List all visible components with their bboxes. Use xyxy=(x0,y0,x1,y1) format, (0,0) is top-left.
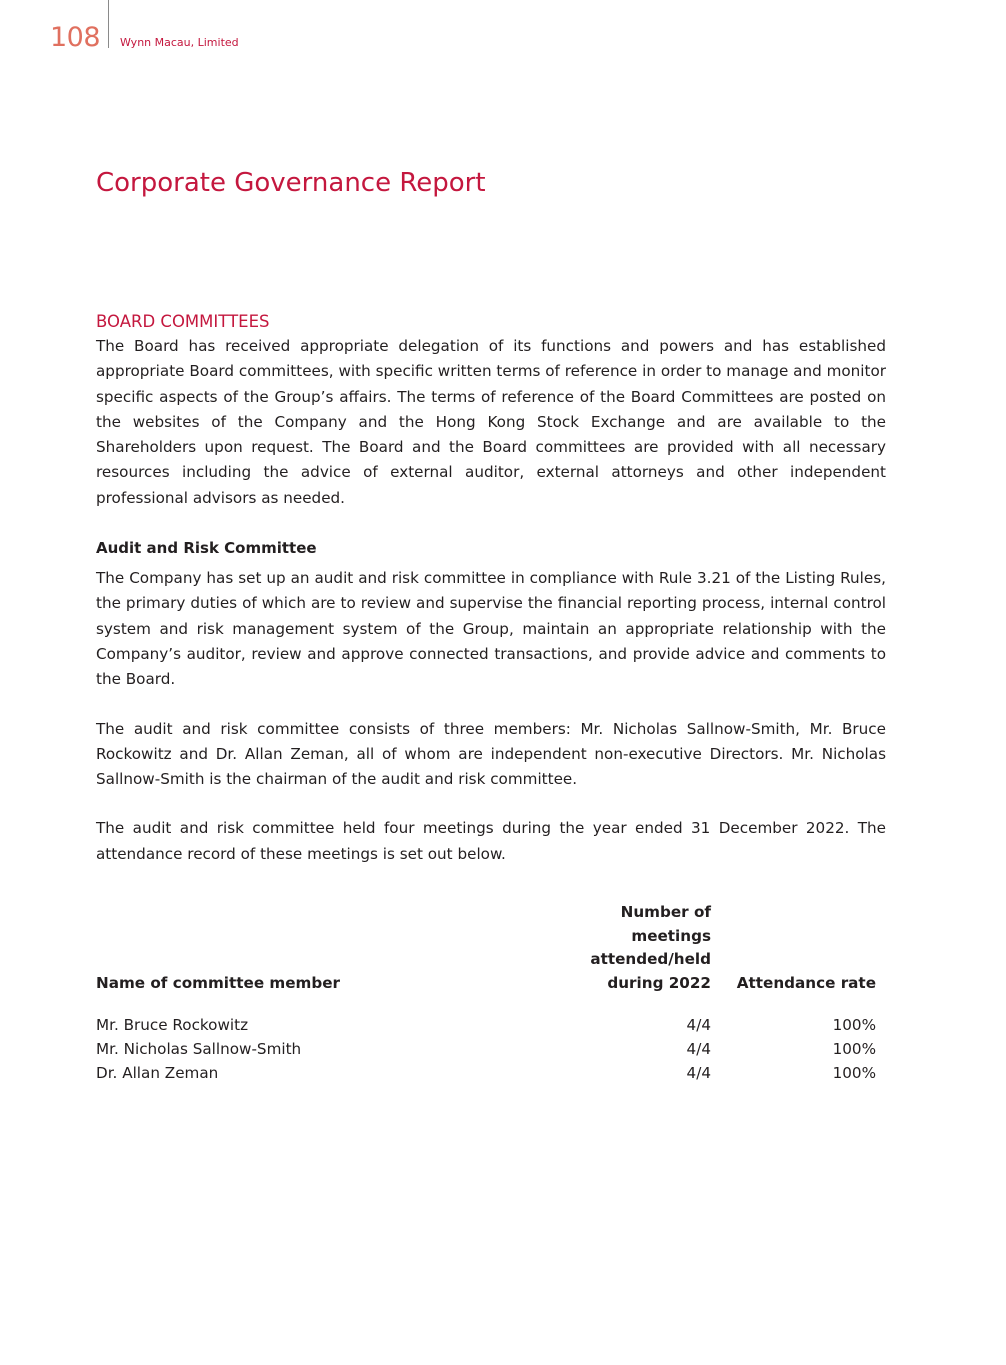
attendance-table-header xyxy=(96,901,886,995)
header-meetings-line: meetings xyxy=(631,926,711,945)
report-title: Corporate Governance Report xyxy=(96,168,486,198)
table-row xyxy=(96,1013,886,1037)
table-row xyxy=(96,1061,886,1085)
report-body xyxy=(96,310,886,1085)
audit-committee-duties: The Company has set up an audit and risk committee in compliance with Rule 3.21 of the Listing Rules, the primary duties of which are to review and supervise the financial reporting process, internal control system and risk management system of the Group, maintain an appropriate relationship with the Company’s auditor, review and approve connected transactions, and provide advice and comments to the Board. xyxy=(96,569,886,689)
header-attendance-rate: Attendance rate xyxy=(736,973,876,992)
meetings-attended: 4/4 xyxy=(686,1040,711,1059)
audit-committee-meetings: The audit and risk committee held four meetings during the year ended 31 December 2022. The attendance record of these meetings is set out below. xyxy=(96,819,886,863)
attendance-rate: 100% xyxy=(832,1016,876,1035)
audit-committee-members: The audit and risk committee consists of three members: Mr. Nicholas Sallnow-Smith, Mr. Bruce Rockowitz and Dr. Allan Zeman, all of whom are independent non-executive Directors. Mr. Nicholas Sallnow-Smith is the chairman of the audit and risk committee. xyxy=(96,719,886,789)
header-meetings xyxy=(551,901,711,995)
header-meetings-line: Number of xyxy=(620,903,711,922)
header-meetings-line: during 2022 xyxy=(607,973,711,992)
attendance-rate: 100% xyxy=(832,1040,876,1059)
page-number: 108 xyxy=(50,22,101,53)
section-heading-board-committees: BOARD COMMITTEES xyxy=(96,312,270,331)
company-name: Wynn Macau, Limited xyxy=(120,36,239,49)
header-divider xyxy=(108,0,109,48)
member-name: Mr. Bruce Rockowitz xyxy=(96,1016,249,1035)
meetings-attended: 4/4 xyxy=(686,1064,711,1083)
table-row xyxy=(96,1037,886,1061)
header-meetings-line: attended/held xyxy=(590,950,711,969)
attendance-table xyxy=(96,901,886,1085)
subheading-audit-risk-committee: Audit and Risk Committee xyxy=(96,539,317,558)
member-name: Mr. Nicholas Sallnow-Smith xyxy=(96,1040,302,1059)
attendance-rate: 100% xyxy=(832,1064,876,1083)
header-member-name: Name of committee member xyxy=(96,973,341,992)
meetings-attended: 4/4 xyxy=(686,1016,711,1035)
member-name: Dr. Allan Zeman xyxy=(96,1064,219,1083)
board-committees-intro: The Board has received appropriate delegation of its functions and powers and has established appropriate Board committees, with specific written terms of reference in order to manage and monitor specific aspects of the Group’s affairs. The terms of reference of the Board Committees are posted on the websites of the Company and the Hong Kong Stock Exchange and are available to the Shareholders upon request. The Board and the Board committees are provided with all necessary resources including the advice of external auditor, external attorneys and other independent professional advisors as needed. xyxy=(96,337,886,507)
